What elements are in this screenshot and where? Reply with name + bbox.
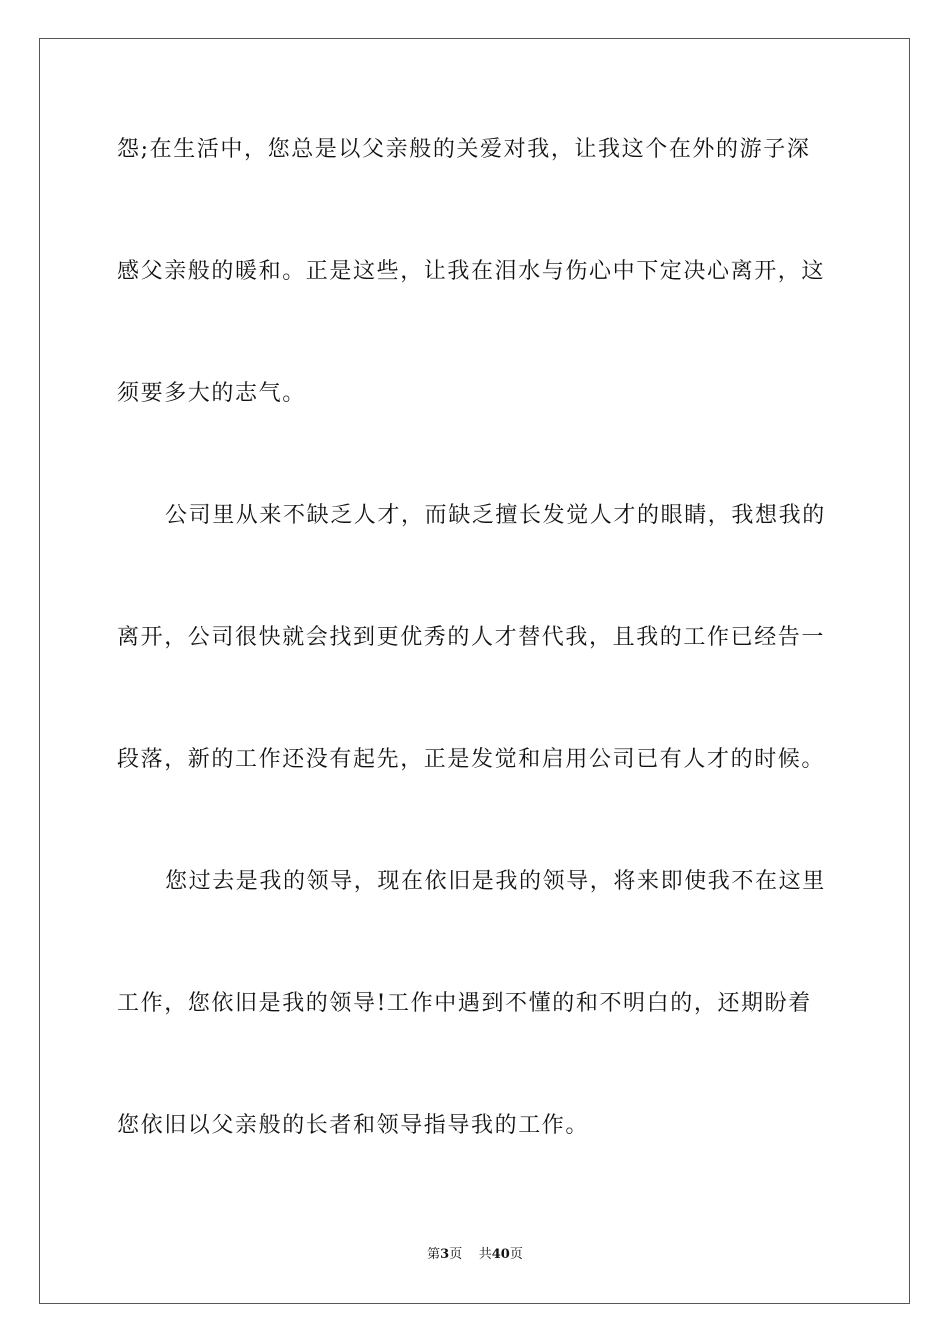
text-line: 离开，公司很快就会找到更优秀的人才替代我，且我的工作已经告一 <box>117 625 826 650</box>
total-suffix: 页 <box>509 1247 523 1262</box>
total-pages: 40 <box>491 1247 510 1262</box>
text-line: 须要多大的志气。 <box>117 381 306 406</box>
text-line: 段落，新的工作还没有起先，正是发觉和启用公司已有人才的时候。 <box>117 747 826 772</box>
total-prefix: 共 <box>478 1247 492 1262</box>
text-line: 您依旧以父亲般的长者和领导指导我的工作。 <box>117 1113 590 1138</box>
text-line: 感父亲般的暖和。正是这些，让我在泪水与伤心中下定决心离开，这 <box>117 259 826 284</box>
document-body <box>117 130 833 1146</box>
text-line: 工作，您依旧是我的领导!工作中遇到不懂的和不明白的，还期盼着 <box>117 991 812 1016</box>
page-prefix: 第 <box>427 1247 441 1262</box>
page-footer <box>0 1246 950 1264</box>
page-suffix: 页 <box>449 1247 463 1262</box>
text-line: 公司里从来不缺乏人才，而缺乏擅长发觉人才的眼睛，我想我的 <box>165 503 826 528</box>
text-line: 您过去是我的领导，现在依旧是我的领导，将来即使我不在这里 <box>165 869 826 894</box>
page-number: 3 <box>440 1247 450 1262</box>
text-line: 怨;在生活中，您总是以父亲般的关爱对我，让我这个在外的游子深 <box>117 137 811 162</box>
